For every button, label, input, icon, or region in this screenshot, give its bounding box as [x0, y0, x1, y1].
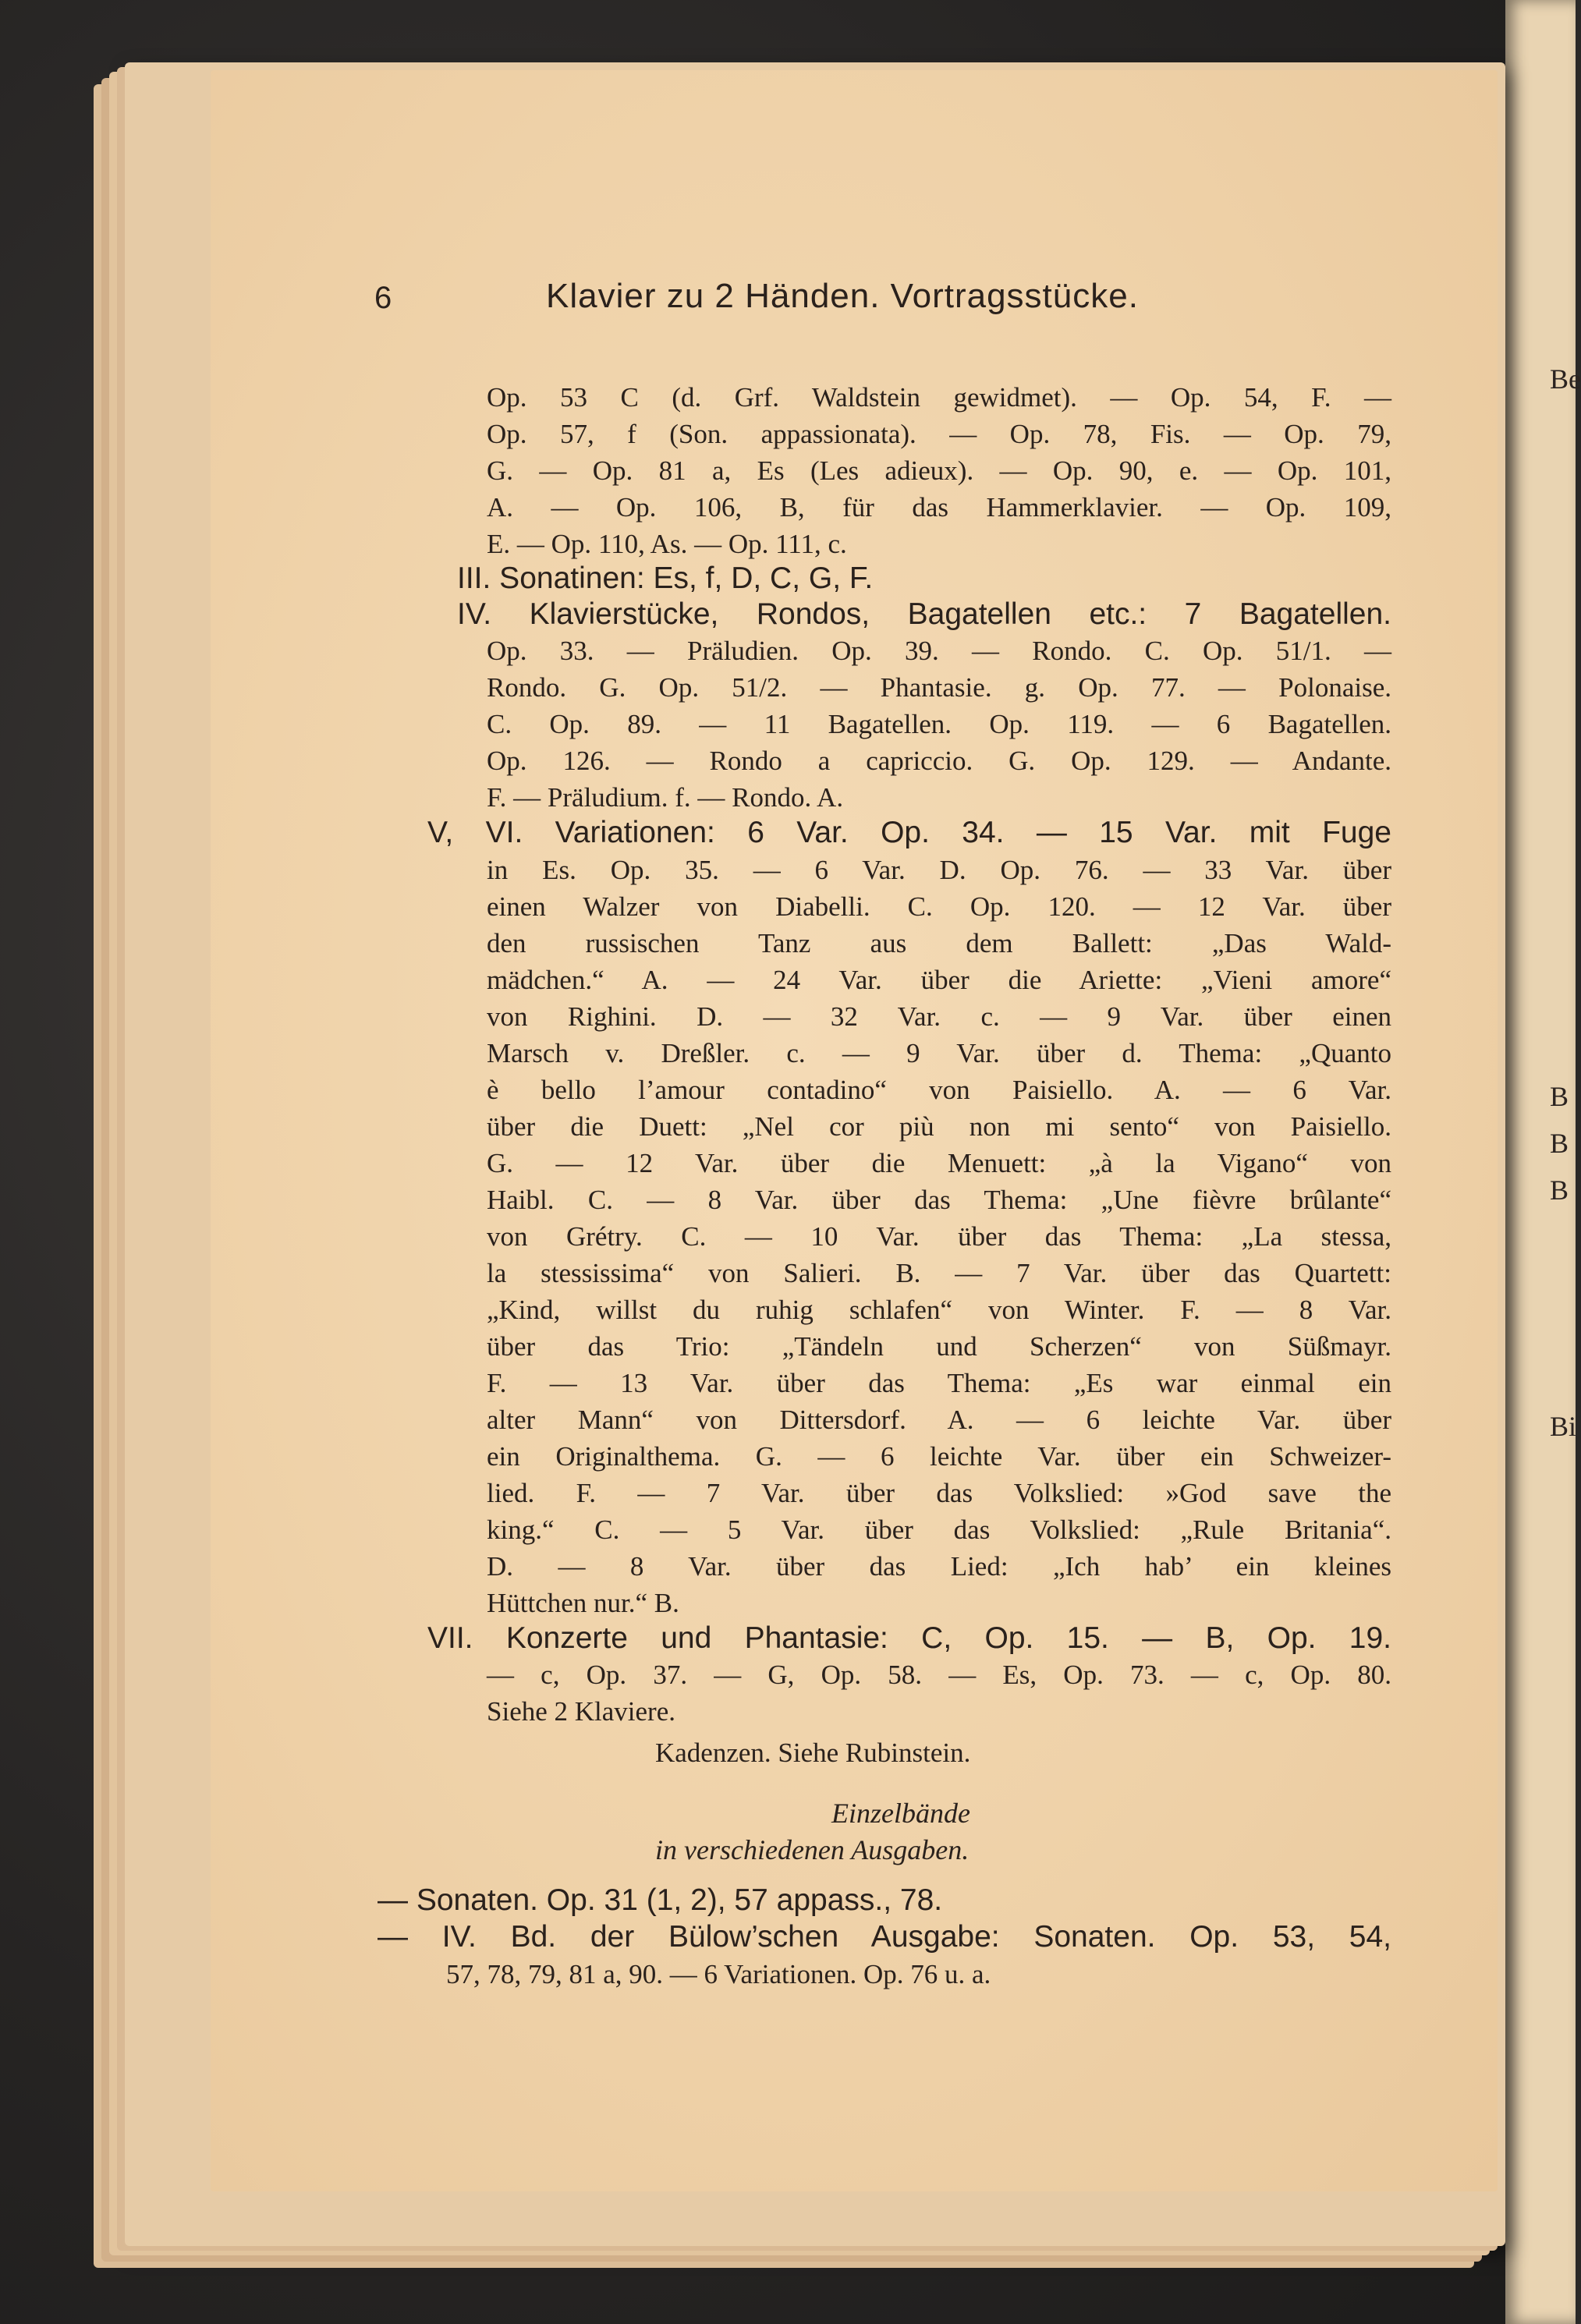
text-line: über das Trio: „Tändeln und Scherzen“ von Süßmayr. — [487, 1331, 1391, 1362]
text-line: Op. 57, f (Son. appassionata). — Op. 78, Fis. — Op. 79, — [487, 419, 1391, 449]
text-line: king.“ C. — 5 Var. über das Volkslied: „Rule Britania“. — [487, 1514, 1391, 1545]
edition-entry: — IV. Bd. der Bülow’schen Ausgabe: Sonaten. Op. 53, 54, — [378, 1920, 1391, 1954]
text-line: in Es. Op. 35. — 6 Var. D. Op. 76. — 33 Var. über — [487, 855, 1391, 885]
text-line: Marsch v. Dreßler. c. — 9 Var. über d. Thema: „Quanto — [487, 1038, 1391, 1068]
edge-letter: B — [1550, 1174, 1569, 1206]
edge-letter: Bi — [1550, 1411, 1577, 1442]
subheading: in verschiedenen Ausgaben. — [655, 1834, 970, 1865]
page-number: 6 — [374, 281, 392, 315]
section-heading: IV. Klavierstücke, Rondos, Bagatellen etc.: 7 Bagatellen. — [457, 597, 1391, 631]
edge-letter: B — [1550, 1128, 1569, 1159]
text-line: Haibl. C. — 8 Var. über das Thema: „Une fièvre brûlante“ — [487, 1185, 1391, 1215]
text-line: Op. 126. — Rondo a capriccio. G. Op. 129. — Andante. — [487, 746, 1391, 776]
section-heading: V, VI. Variationen: 6 Var. Op. 34. — 15 Var. mit Fuge — [427, 816, 1391, 849]
text-line: mädchen.“ A. — 24 Var. über die Ariette: „Vieni amore“ — [487, 965, 1391, 995]
text-line: Rondo. G. Op. 51/2. — Phantasie. g. Op. 77. — Polonaise. — [487, 672, 1391, 703]
text-line: lied. F. — 7 Var. über das Volkslied: »God save the — [487, 1478, 1391, 1508]
text-line: von Grétry. C. — 10 Var. über das Thema: „La stessa, — [487, 1221, 1391, 1252]
text-line: — c, Op. 37. — G, Op. 58. — Es, Op. 73. — c, Op. 80. — [487, 1660, 1391, 1690]
edge-letter: B — [1550, 1081, 1569, 1112]
text-line: „Kind, willst du ruhig schlafen“ von Winter. F. — 8 Var. — [487, 1295, 1391, 1325]
text-line: la stessissima“ von Salieri. B. — 7 Var. über das Quartett: — [487, 1258, 1391, 1288]
subheading: Einzelbände — [831, 1798, 970, 1829]
text-line: Hüttchen nur.“ B. — [487, 1588, 679, 1618]
text-line: è bello l’amour contadino“ von Paisiello. A. — 6 Var. — [487, 1075, 1391, 1105]
text-line: A. — Op. 106, B, für das Hammerklavier. — Op. 109, — [487, 492, 1391, 523]
text-line: G. — 12 Var. über die Menuett: „à la Vigano“ von — [487, 1148, 1391, 1178]
text-line: von Righini. D. — 32 Var. c. — 9 Var. über einen — [487, 1001, 1391, 1032]
edge-letter: Be — [1550, 363, 1581, 395]
text-line: den russischen Tanz aus dem Ballett: „Das Wald- — [487, 928, 1391, 958]
edition-entry: — Sonaten. Op. 31 (1, 2), 57 appass., 78. — [378, 1883, 943, 1917]
running-head: Klavier zu 2 Händen. Vortragsstücke. — [546, 277, 1139, 315]
section-heading: III. Sonatinen: Es, f, D, C, G, F. — [457, 562, 874, 595]
section-heading: VII. Konzerte und Phantasie: C, Op. 15. — B, Op. 19. — [427, 1621, 1391, 1655]
text-line: Kadenzen. Siehe Rubinstein. — [655, 1738, 971, 1768]
text-line: Op. 53 C (d. Grf. Waldstein gewidmet). — Op. 54, F. — — [487, 382, 1391, 413]
text-line: alter Mann“ von Dittersdorf. A. — 6 leichte Var. über — [487, 1405, 1391, 1435]
text-line: F. — 13 Var. über das Thema: „Es war einmal ein — [487, 1368, 1391, 1398]
text-line: Siehe 2 Klaviere. — [487, 1696, 675, 1727]
text-line: 57, 78, 79, 81 a, 90. — 6 Variationen. Op. 76 u. a. — [446, 1959, 991, 1989]
text-line: über die Duett: „Nel cor più non mi sento“ von Paisiello. — [487, 1111, 1391, 1142]
text-line: E. — Op. 110, As. — Op. 111, c. — [487, 529, 847, 559]
text-line: einen Walzer von Diabelli. C. Op. 120. — 12 Var. über — [487, 891, 1391, 922]
text-line: Op. 33. — Präludien. Op. 39. — Rondo. C. Op. 51/1. — — [487, 636, 1391, 666]
text-line: D. — 8 Var. über das Lied: „Ich hab’ ein kleines — [487, 1551, 1391, 1582]
text-line: C. Op. 89. — 11 Bagatellen. Op. 119. — 6 Bagatellen. — [487, 709, 1391, 739]
text-line: G. — Op. 81 a, Es (Les adieux). — Op. 90, e. — Op. 101, — [487, 455, 1391, 486]
text-line: F. — Präludium. f. — Rondo. A. — [487, 782, 844, 813]
text-line: ein Originalthema. G. — 6 leichte Var. über ein Schweizer- — [487, 1441, 1391, 1472]
